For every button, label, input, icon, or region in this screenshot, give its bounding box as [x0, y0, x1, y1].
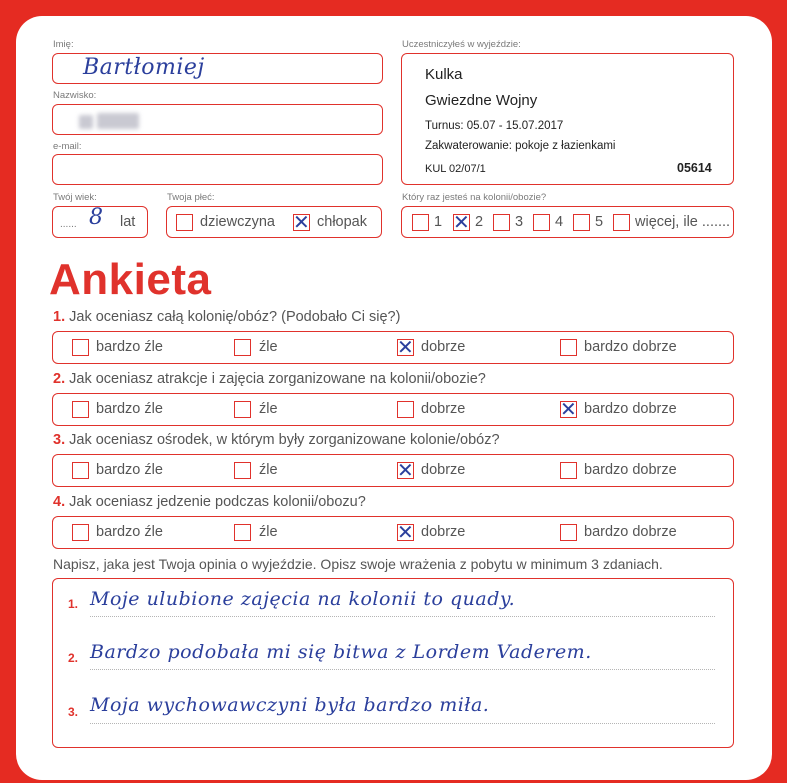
times-field	[401, 206, 734, 238]
times-4-label: 4	[555, 214, 564, 230]
camp-code: KUL 02/07/1	[425, 163, 486, 175]
times-5-checkbox[interactable]	[573, 214, 590, 231]
times-3-checkbox[interactable]	[493, 214, 510, 231]
q2-option-2-checkbox[interactable]	[234, 401, 251, 418]
opinion-line-1-text: Moje ulubione zajęcia na kolonii to quady.	[90, 588, 516, 610]
q4-option-3-label: dobrze	[421, 524, 466, 540]
question-3	[53, 432, 500, 448]
camp-label: Uczestniczyłeś w wyjeździe:	[402, 39, 521, 50]
q3-option-1-checkbox[interactable]	[72, 462, 89, 479]
q1-option-1-checkbox[interactable]	[72, 339, 89, 356]
age-label: Twój wiek:	[53, 192, 97, 203]
q3-option-3-checkbox[interactable]	[397, 462, 414, 479]
question-text: Jak oceniasz całą kolonię/obóz? (Podobało Ci się?)	[69, 309, 401, 325]
opinion-line-3-text: Moja wychowawczyni była bardzo miła.	[90, 694, 490, 716]
gender-field	[166, 206, 382, 238]
q3-option-2-checkbox[interactable]	[234, 462, 251, 479]
question-number: 3.	[53, 432, 66, 448]
gender-male-checkbox[interactable]	[293, 214, 310, 231]
q3-option-3-label: dobrze	[421, 462, 466, 478]
question-number: 4.	[53, 494, 66, 510]
q4-option-1-checkbox[interactable]	[72, 524, 89, 541]
times-1-label: 1	[434, 214, 443, 230]
gender-male-label: chłopak	[317, 214, 367, 230]
times-2-checkbox[interactable]	[453, 214, 470, 231]
question-1-answers	[52, 331, 734, 364]
q1-option-4-checkbox[interactable]	[560, 339, 577, 356]
redaction-blur	[79, 115, 93, 129]
q2-option-1-label: bardzo źle	[96, 401, 163, 417]
age-unit: lat	[120, 214, 136, 230]
survey-title: Ankieta	[49, 255, 212, 304]
q1-option-2-checkbox[interactable]	[234, 339, 251, 356]
q2-option-2-label: źle	[259, 401, 278, 417]
times-1-checkbox[interactable]	[412, 214, 429, 231]
opinion-line-2-number: 2.	[68, 651, 79, 665]
opinion-line-3-rule	[90, 723, 715, 724]
question-4-answers	[52, 516, 734, 549]
name-field[interactable]	[52, 53, 383, 84]
camp-name: Kulka	[425, 66, 463, 83]
times-2-label: 2	[475, 214, 484, 230]
question-3-answers	[52, 454, 734, 487]
opinion-line-1-rule	[90, 616, 715, 617]
q4-option-2-checkbox[interactable]	[234, 524, 251, 541]
q3-option-4-label: bardzo dobrze	[584, 462, 677, 478]
q4-option-1-label: bardzo źle	[96, 524, 163, 540]
opinion-prompt: Napisz, jaka jest Twoja opinia o wyjeździe. Opisz swoje wrażenia z pobytu w minimum 3 zdaniach.	[53, 556, 663, 572]
question-text: Jak oceniasz ośrodek, w którym były zorganizowane kolonie/obóz?	[69, 432, 500, 448]
question-2	[53, 371, 486, 387]
q2-option-1-checkbox[interactable]	[72, 401, 89, 418]
gender-female-checkbox[interactable]	[176, 214, 193, 231]
q1-option-3-checkbox[interactable]	[397, 339, 414, 356]
q1-option-1-label: bardzo źle	[96, 339, 163, 355]
q2-option-3-label: dobrze	[421, 401, 466, 417]
question-text: Jak oceniasz atrakcje i zajęcia zorganizowane na kolonii/obozie?	[69, 371, 486, 387]
times-4-checkbox[interactable]	[533, 214, 550, 231]
times-label: Który raz jesteś na kolonii/obozie?	[402, 192, 547, 203]
question-text: Jak oceniasz jedzenie podczas kolonii/obozu?	[69, 494, 366, 510]
gender-female-label: dziewczyna	[200, 214, 275, 230]
opinion-line-2-text: Bardzo podobała mi się bitwa z Lordem Vaderem.	[90, 641, 592, 663]
question-4	[53, 494, 366, 510]
camp-turnus: Turnus: 05.07 - 15.07.2017	[425, 120, 564, 132]
opinion-line-2-rule	[90, 669, 715, 670]
q3-option-4-checkbox[interactable]	[560, 462, 577, 479]
q4-option-3-checkbox[interactable]	[397, 524, 414, 541]
times-more-label: więcej, ile .......	[635, 214, 731, 230]
name-value: Bartłomiej	[83, 55, 205, 80]
camp-theme: Gwiezdne Wojny	[425, 92, 538, 109]
email-label: e-mail:	[53, 141, 82, 152]
age-field[interactable]	[52, 206, 148, 238]
question-1	[53, 309, 400, 325]
camp-info-box	[401, 53, 734, 185]
camp-number: 05614	[677, 161, 712, 175]
q2-option-4-label: bardzo dobrze	[584, 401, 677, 417]
question-2-answers	[52, 393, 734, 426]
q4-option-2-label: źle	[259, 524, 278, 540]
q3-option-2-label: źle	[259, 462, 278, 478]
q4-option-4-checkbox[interactable]	[560, 524, 577, 541]
times-3-label: 3	[515, 214, 524, 230]
q2-option-4-checkbox[interactable]	[560, 401, 577, 418]
q4-option-4-label: bardzo dobrze	[584, 524, 677, 540]
age-value: 8	[89, 205, 104, 230]
age-dots: ......	[60, 219, 77, 230]
q3-option-1-label: bardzo źle	[96, 462, 163, 478]
opinion-line-1-number: 1.	[68, 597, 79, 611]
gender-label: Twoja płeć:	[167, 192, 215, 203]
q2-option-3-checkbox[interactable]	[397, 401, 414, 418]
surname-label: Nazwisko:	[53, 90, 97, 101]
opinion-line-3-number: 3.	[68, 705, 79, 719]
surname-field[interactable]	[52, 104, 383, 135]
times-5-label: 5	[595, 214, 604, 230]
q1-option-3-label: dobrze	[421, 339, 466, 355]
redaction-blur	[97, 113, 139, 129]
times-more-checkbox[interactable]	[613, 214, 630, 231]
question-number: 2.	[53, 371, 66, 387]
camp-housing: Zakwaterowanie: pokoje z łazienkami	[425, 140, 616, 152]
email-field[interactable]	[52, 154, 383, 185]
q1-option-4-label: bardzo dobrze	[584, 339, 677, 355]
name-label: Imię:	[53, 39, 74, 50]
question-number: 1.	[53, 309, 66, 325]
q1-option-2-label: źle	[259, 339, 278, 355]
